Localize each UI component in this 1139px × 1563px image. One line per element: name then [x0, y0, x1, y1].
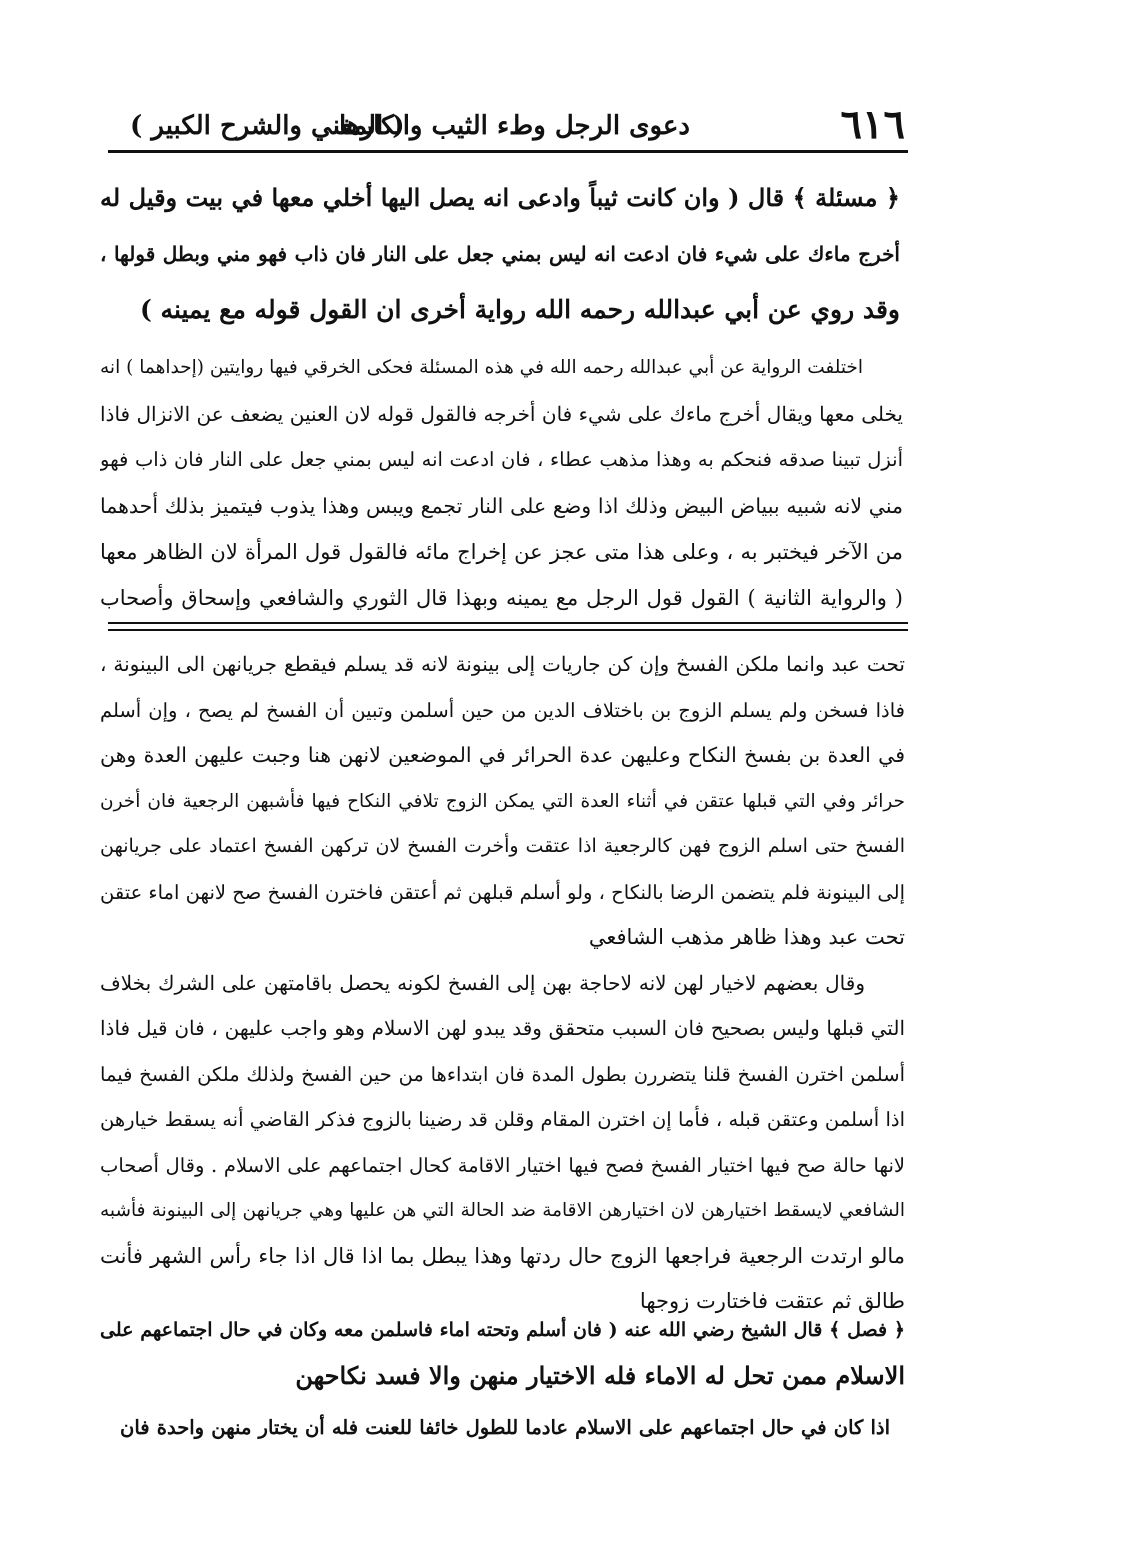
sharh-line: الشافعي لايسقط اختيارهن لان اختيارهن الاقامة ضد الحالة التي هن عليها وهي جريانهن إلى البينونة فأشبه	[100, 1200, 905, 1221]
sharh-line: اذا كان في حال اجتماعهم على الاسلام عادما للطول خائفا للعنت فله أن يختار منهن واحدة فان	[120, 1416, 890, 1439]
sharh-line: يخلى معها ويقال أخرج ماءك على شيء فان أخرجه فالقول قوله لان العنين يضعف عن الانزال فاذا	[100, 402, 903, 426]
fasl-text	[100, 1307, 905, 1399]
sharh-line: التي قبلها وليس بصحيح فان السبب متحقق وقد يبدو لهن الاسلام وهو واجب عليهن ، فان قيل فاذا	[100, 1016, 905, 1040]
sharh-line: ( والرواية الثانية ) القول قول الرجل مع يمينه وبهذا قال الثوري والشافعي وإسحاق وأصحاب	[100, 586, 903, 610]
header-rule	[108, 150, 908, 153]
sharh-line: أنزل تبينا صدقه فنحكم به وهذا مذهب عطاء ، فان ادعت انه ليس بمني جعل على النار فان ذاب فهو	[100, 448, 903, 471]
running-title: دعوى الرجل وطء الثيب وانكارها	[338, 111, 690, 141]
page-header	[120, 100, 905, 150]
book-title: ( المغني والشرح الكبير )	[130, 111, 405, 141]
section-divider	[108, 622, 908, 631]
masala-line: وقد روي عن أبي عبدالله رحمه الله رواية أخرى ان القول قوله مع يمينه )	[140, 295, 900, 324]
sharh-line: في العدة بن بفسخ النكاح وعليهن عدة الحرائر في الموضعين لانهن هنا وجبت عليهن العدة وهن	[100, 743, 905, 767]
sharh-line: اذا أسلمن وعتقن قبله ، فأما إن اخترن المقام وقلن قد رضينا بالزوج فذكر القاضي أنه يسقط خيارهن	[100, 1108, 905, 1131]
sharh-line: الفسخ حتى اسلم الزوج فهن كالرجعية اذا عتقت وأخرت الفسخ لان تركهن الفسخ اعتماد على جريانهن	[100, 835, 905, 857]
sharh-top-text	[100, 345, 903, 621]
sharh-line: إلى البينونة فلم يتضمن الرضا بالنكاح ، ولو أسلم قبلهن ثم أعتقن فاخترن الفسخ صح لانهن اماء عتقن	[100, 880, 905, 904]
sharh-line: من الآخر فيختبر به ، وعلى هذا متى عجز عن إخراج مائه فالقول قول المرأة لان الظاهر معها	[100, 540, 903, 564]
sharh-line: مني لانه شبيه ببياض البيض وذلك اذا وضع على النار تجمع ويبس وهذا يذوب فيتميز بذلك أحدهما	[100, 494, 903, 518]
page-number: ٦١٦	[840, 101, 905, 148]
masala-text	[100, 170, 900, 338]
sharh-line: وقال بعضهم لاخيار لهن لانه لاحاجة بهن إلى الفسخ لكونه يحصل باقامتهن على الشرك بخلاف	[100, 970, 865, 995]
sharh-line: مالو ارتدت الرجعية فراجعها الزوج حال ردتها وهذا يبطل بما اذا قال اذا جاء رأس الشهر فأنت	[100, 1243, 905, 1268]
masala-line: ﴿ مسئلة ﴾ قال ( وان كانت ثيباً وادعى انه يصل اليها أخلي معها في بيت وقيل له	[100, 183, 900, 212]
masala-line: أخرج ماءك على شيء فان ادعت انه ليس بمني جعل على النار فان ذاب فهو مني وبطل قولها ،	[100, 242, 900, 266]
sharh-bottom-text	[100, 642, 905, 1325]
sharh-line: طالق ثم عتقت فاختارت زوجها	[639, 1289, 905, 1313]
sharh-line: تحت عبد وانما ملكن الفسخ وإن كن جاريات إلى بينونة لانه قد يسلم فيقطع جريانهن الى البينونة ،	[100, 652, 905, 676]
fasl-line: ﴿ فصل ﴾ قال الشيخ رضي الله عنه ( فان أسلم وتحته اماء فاسلمن معه وكان في حال اجتماعهم على	[100, 1319, 905, 1341]
sharh-line: تحت عبد وهذا ظاهر مذهب الشافعي	[588, 925, 905, 949]
sharh-last-text	[120, 1405, 890, 1451]
sharh-line: لانها حالة صح فيها اختيار الفسخ فصح فيها اختيار الاقامة كحال اجتماعهم على الاسلام . وقال أصحاب	[100, 1153, 905, 1177]
sharh-line: فاذا فسخن ولم يسلم الزوج بن باختلاف الدين من حين أسلمن وتبين أن الفسخ لم يصح ، وإن أسلم	[100, 698, 905, 722]
sharh-line: أسلمن اخترن الفسخ قلنا يتضررن بطول المدة فان ابتداءها من حين الفسخ ولذلك ملكن الفسخ فيما	[100, 1062, 905, 1086]
fasl-line: الاسلام ممن تحل له الاماء فله الاختيار منهن والا فسد نكاحهن	[295, 1361, 905, 1390]
sharh-line: اختلفت الرواية عن أبي عبدالله رحمه الله في هذه المسئلة فحكى الخرقي فيها روايتين (إحداهما ) انه	[100, 357, 863, 378]
sharh-line: حرائر وفي التي قبلها عتقن في أثناء العدة التي يمكن الزوج تلافي النكاح فيها فأشبهن الرجعية فان أخرن	[100, 790, 905, 812]
